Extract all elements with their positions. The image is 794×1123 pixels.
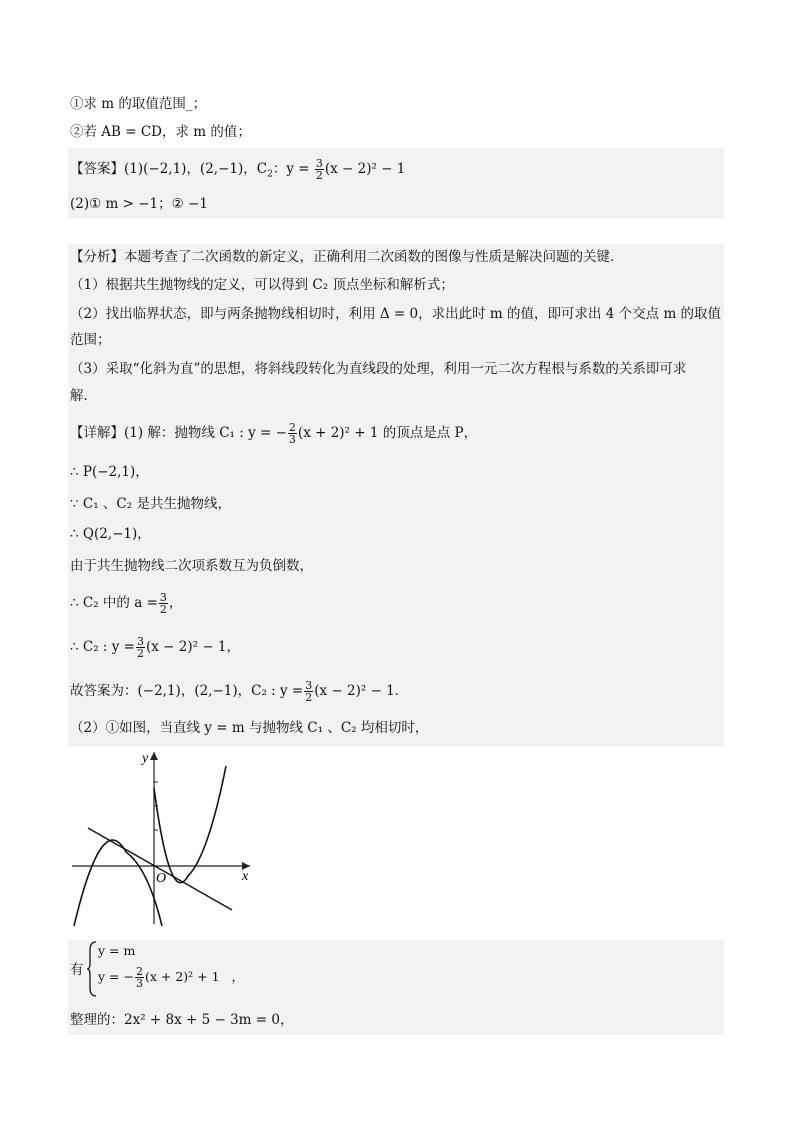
parabola-c2 <box>154 766 226 883</box>
answer-fraction: $\frac{3}{2}$ <box>315 157 323 182</box>
question-2: ②若 AB = CD，求 m 的值； <box>70 124 251 140</box>
detail-line-8: 故答案为：(−2,1)，(2,−1)，C₂ : y = $\frac{3}{2}$ (x − 2)² − 1． <box>70 679 409 704</box>
analysis-step-3b: 解． <box>70 388 97 404</box>
detail-line-5: 由于共生抛物线二次项系数互为负倒数， <box>70 558 313 574</box>
brace-svg <box>86 940 98 998</box>
answer-line-2: (2)① m > −1；② −1 <box>70 196 208 212</box>
system-eq-2: y = − $\frac{2}{3}$ (x + 2)² + 1 ， <box>98 965 245 990</box>
analysis-intro: 【分析】本题考查了二次函数的新定义，正确利用二次函数的图像与性质是解决问题的关键． <box>70 249 624 265</box>
detail-line-7: ∴ C₂ : y = $\frac{3}{2}$ (x − 2)² − 1， <box>70 635 241 660</box>
answer-line-1: 【答案】(1)(−2,1)，(2,−1)，$C_2$：y = $\frac{3}{2}$ (x − 2)² − 1 <box>70 157 406 182</box>
graph-svg <box>70 748 254 928</box>
brace-path <box>87 942 96 996</box>
detail-line-6: ∴ C₂ 中的 a = $\frac{3}{2}$ ， <box>70 591 183 616</box>
system-brace <box>86 940 98 998</box>
origin-label: O <box>156 871 167 886</box>
analysis-label: 【分析】 <box>70 249 124 265</box>
y-axis-label: y <box>142 751 149 766</box>
analysis-step-3a: （3）采取“化斜为直”的思想，将斜线段转化为直线段的处理，利用一元二次方程根与系数的关系即可求 <box>70 361 687 377</box>
answer-label: 【答案】 <box>70 161 124 177</box>
parabola-graph <box>70 748 254 928</box>
detail-line-1: 【详解】(1) 解：抛物线 C₁ : y = − $\frac{2}{3}$ (x + 2)² + 1 的顶点是点 P， <box>70 421 478 446</box>
system-eq-1: y = m <box>98 943 136 958</box>
detail-line-9: （2）①如图，当直线 y = m 与抛物线 C₁ 、C₂ 均相切时， <box>70 720 429 736</box>
parabola-c1 <box>74 840 162 926</box>
detail-line-2: ∴ P(−2,1)， <box>70 464 149 480</box>
detail-line-3: ∵ C₁ 、C₂ 是共生抛物线， <box>70 496 231 512</box>
x-axis-label: x <box>242 869 249 884</box>
detail-line-4: ∴ Q(2,−1)， <box>70 526 151 542</box>
y-axis-arrow <box>150 752 158 760</box>
analysis-step-1: （1）根据共生抛物线的定义，可以得到 C₂ 顶点坐标和解析式； <box>70 277 454 293</box>
analysis-step-2b: 范围； <box>70 332 111 348</box>
detail-label: 【详解】 <box>70 425 124 441</box>
detail-line-10: 整理的：2x² + 8x + 5 − 3m = 0， <box>70 1012 294 1028</box>
question-1: ①求 m 的取值范围_； <box>70 96 207 112</box>
system-label: 有 <box>70 962 84 978</box>
analysis-band <box>68 244 724 414</box>
tangent-line <box>88 828 232 910</box>
analysis-step-2a: （2）找出临界状态，即与两条抛物线相切时，利用 Δ = 0，求出此时 m 的值，即可求出 4 个交点 m 的取值 <box>70 306 722 322</box>
